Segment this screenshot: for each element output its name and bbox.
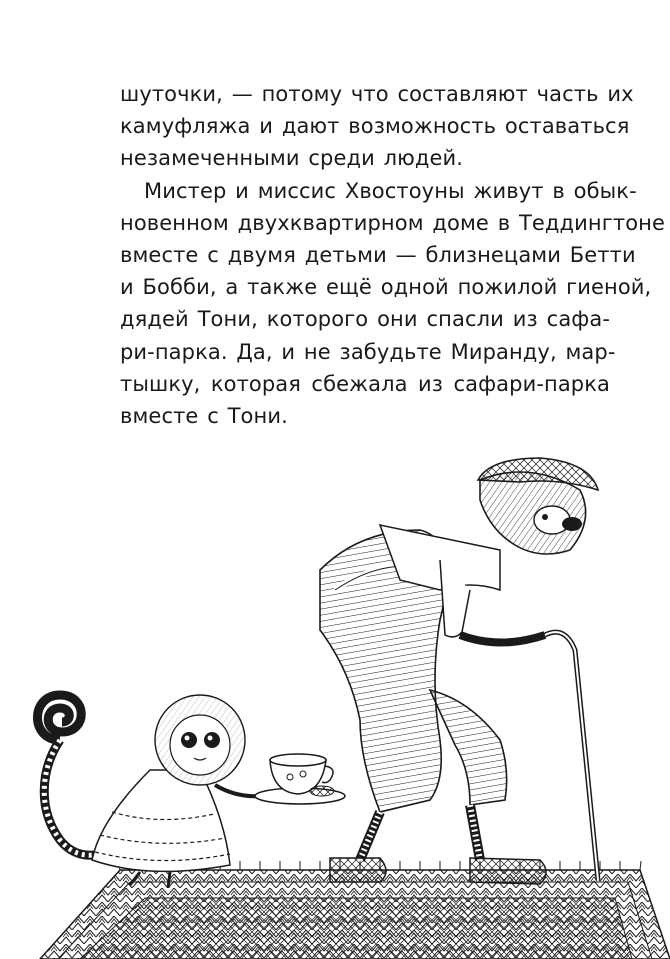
body-text	[120, 78, 666, 432]
text-line: и Бобби, а также ещё одной пожилой гиеной,	[120, 275, 652, 300]
text-line: Мистер и миссис Хвостоуны живут в обык-	[144, 178, 637, 203]
text-line: камуфляжа и дают возможность оставаться	[120, 114, 630, 139]
text-line: дядей Тони, которого они спасли из сафа-	[120, 307, 610, 332]
text-line: вместе с Тони.	[120, 403, 288, 428]
text-line: тышку, которая сбежала из сафари-парка	[120, 371, 610, 396]
monkey-tail	[38, 695, 111, 855]
text-line: незамеченными среди людей.	[120, 146, 464, 171]
monkey-miranda	[92, 695, 270, 888]
teacup	[255, 754, 345, 804]
illustration	[0, 440, 670, 959]
hyena-tony	[320, 458, 598, 884]
text-line: ри-парка. Да, и не забудьте Миранду, мар-	[120, 339, 616, 364]
text-line: вместе с двумя детьми — близнецами Бетти	[120, 242, 636, 267]
text-line: новенном двухквартирном доме в Теддингтоне	[120, 210, 666, 235]
text-line: шуточки, — потому что составляют часть их	[120, 82, 634, 106]
